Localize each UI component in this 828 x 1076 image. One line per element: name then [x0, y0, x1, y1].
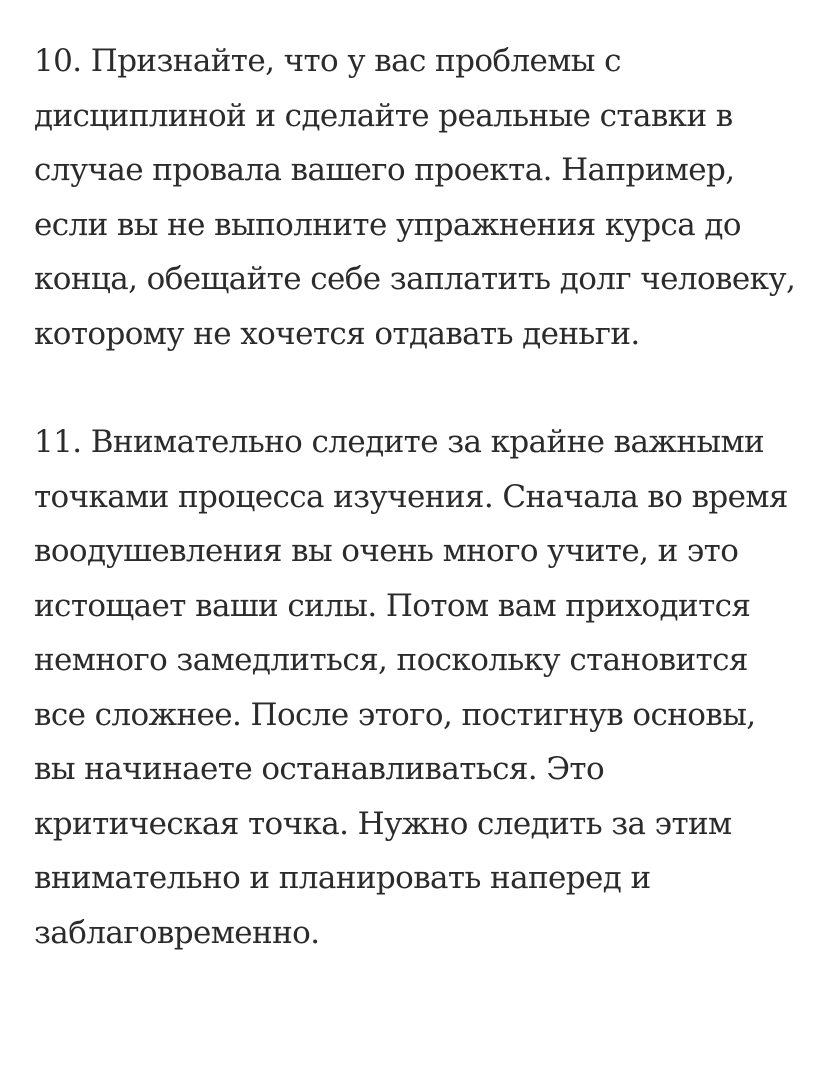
paragraph-tip-10: 10. Признайте, что у вас проблемы с дисциплиной и сделайте реальные ставки в случае провала вашего проекта. Например, если вы не выполните упражнения курса до конца, обещайте себе заплатить долг человеку, которому не хочется отдавать деньги.: [34, 43, 796, 352]
paragraph-tip-11: 11. Внимательно следите за крайне важными точками процесса изучения. Сначала во время воодушевления вы очень много учите, и это истощает ваши силы. Потом вам приходится немного замедлиться, поскольку становится все сложнее. После этого, постигнув основы, вы начинаете останавливаться. Это критическая точка. Нужно следить за этим внимательно и планировать наперед и заблаговременно.: [34, 424, 788, 951]
article-text: [34, 34, 804, 960]
